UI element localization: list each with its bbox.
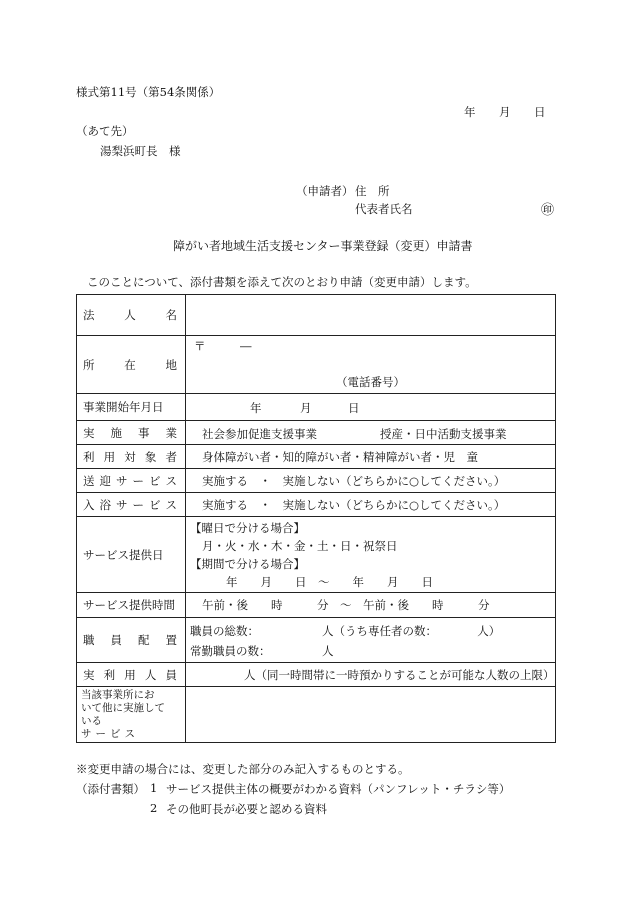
attachment-1-number: 1 xyxy=(150,781,158,795)
label-staff xyxy=(77,618,186,663)
label-char: ビ xyxy=(149,473,161,488)
postal-mark: 〒 ― xyxy=(194,339,252,353)
intro-text: このことについて、添付書類を添えて次のとおり申請（変更申請）します。 xyxy=(87,275,477,289)
capacity-text: 人（同一時間帯に一時預かりすることが可能な人数の上限） xyxy=(244,667,555,682)
row-service-hours xyxy=(77,593,556,618)
field-transport[interactable] xyxy=(186,469,556,493)
label-business xyxy=(77,421,186,445)
row-other-services xyxy=(77,687,556,743)
label-char: 名 xyxy=(165,308,177,322)
transport-options: 実施する ・ 実施しない（どちらかに○してください。） xyxy=(202,473,506,488)
label-corp-name xyxy=(77,295,186,336)
label-char: 用 xyxy=(103,449,116,464)
row-transport xyxy=(77,469,556,493)
staff-fulltime-label: 常勤職員の数： xyxy=(190,644,271,658)
row-bathing xyxy=(77,493,556,517)
label-char: 業 xyxy=(165,425,177,440)
label-transport xyxy=(77,469,186,493)
label-service-days: サービス提供日 xyxy=(77,517,186,593)
start-day: 日 xyxy=(348,401,360,415)
staff-total-label: 職員の総数： xyxy=(190,624,259,638)
row-business xyxy=(77,421,556,445)
label-target xyxy=(77,445,186,469)
label-bathing xyxy=(77,493,186,517)
field-staff[interactable] xyxy=(186,618,556,663)
label-start-date: 事業開始年月日 xyxy=(77,394,186,421)
staff-fulltime-unit: 人 xyxy=(322,644,334,658)
label-char: 実 xyxy=(83,667,95,682)
label-char: 人 xyxy=(144,667,157,682)
period-range: 年 月 日 ～ 年 月 日 xyxy=(226,574,433,589)
address-label: 住 所 xyxy=(355,184,390,198)
period-heading: 【期間で分ける場合】 xyxy=(190,556,305,571)
row-start-date xyxy=(77,394,556,421)
field-business[interactable] xyxy=(186,421,556,445)
label-char: 迎 xyxy=(99,473,111,488)
label-char: 浴 xyxy=(99,497,111,512)
document-title: 障がい者地域生活支援センター事業登録（変更）申請書 xyxy=(173,239,473,253)
label-other-services xyxy=(77,687,186,743)
label-char: 所 xyxy=(83,357,95,372)
row-target xyxy=(77,445,556,469)
attachment-2: その他町長が必要と認める資料 xyxy=(166,802,327,816)
label-char: ス xyxy=(165,473,177,488)
field-corp-name[interactable] xyxy=(186,295,556,336)
label-capacity xyxy=(77,663,186,687)
weekday-options: 月・火・水・木・金・土・日・祝祭日 xyxy=(202,538,398,553)
addressee-label: （あて先） xyxy=(76,124,134,138)
application-table xyxy=(76,294,556,743)
seal-mark: ㊞ xyxy=(541,203,555,218)
business-option-2: 授産・日中活動支援事業 xyxy=(380,427,507,441)
label-service-hours: サービス提供時間 xyxy=(77,593,186,618)
label-location xyxy=(77,336,186,394)
applicant-label: （申請者） xyxy=(296,184,354,198)
field-service-hours[interactable] xyxy=(186,593,556,618)
label-line: 当該事業所にお xyxy=(81,688,155,701)
note-change-request: ※変更申請の場合には、変更した部分のみ記入するものとする。 xyxy=(76,762,410,776)
row-capacity xyxy=(77,663,556,687)
row-staff xyxy=(77,618,556,663)
field-other-services[interactable] xyxy=(186,687,556,743)
label-char: ー xyxy=(132,497,144,512)
label-line: いる xyxy=(81,714,102,727)
label-char: 在 xyxy=(124,357,136,372)
attachments-label: （添付書類） xyxy=(76,782,145,796)
label-char: ビ xyxy=(149,497,161,512)
field-bathing[interactable] xyxy=(186,493,556,517)
label-line: いて他に実施して xyxy=(81,701,165,714)
attachment-2-number: 2 xyxy=(150,801,158,815)
field-start-date[interactable] xyxy=(186,394,556,421)
label-char: 実 xyxy=(83,425,95,440)
representative-label: 代表者氏名 xyxy=(355,202,413,216)
addressee: 湯梨浜町長 様 xyxy=(100,144,181,158)
label-char: 員 xyxy=(110,633,122,647)
start-year: 年 xyxy=(250,401,262,415)
target-options: 身体障がい者・知的障がい者・精神障がい者・児 童 xyxy=(202,449,478,464)
label-char: 法 xyxy=(83,308,95,322)
label-char: 者 xyxy=(165,449,177,464)
label-char: 利 xyxy=(83,449,95,464)
label-char: 地 xyxy=(165,357,177,372)
row-service-days xyxy=(77,517,556,593)
label-char: 事 xyxy=(138,425,150,440)
label-char: 象 xyxy=(144,449,157,464)
label-char: 対 xyxy=(124,449,136,464)
label-char: 配 xyxy=(138,633,150,647)
business-option-1: 社会参加促進支援事業 xyxy=(202,427,317,441)
field-capacity[interactable] xyxy=(186,663,556,687)
service-hours-range: 午前・後 時 分 ～ 午前・後 時 分 xyxy=(202,598,490,612)
field-target[interactable] xyxy=(186,445,556,469)
phone-label: （電話番号） xyxy=(336,375,405,389)
weekday-heading: 【曜日で分ける場合】 xyxy=(190,520,305,535)
label-char: ー xyxy=(132,473,144,488)
row-location xyxy=(77,336,556,394)
label-char: 置 xyxy=(165,633,177,647)
label-char: 施 xyxy=(110,425,122,440)
label-char: 利 xyxy=(103,667,116,682)
field-location[interactable] xyxy=(186,336,556,394)
label-char: 入 xyxy=(83,497,95,512)
label-char: 人 xyxy=(124,308,136,322)
label-char: 職 xyxy=(83,633,95,647)
staff-total-unit: 人（うち専任者の数： 人） xyxy=(322,624,501,638)
date-year: 年 xyxy=(464,105,476,119)
form-number: 様式第11号（第54条関係） xyxy=(76,85,221,99)
row-corp-name xyxy=(77,295,556,336)
label-char: 員 xyxy=(165,667,177,682)
label-line: サービス xyxy=(81,727,139,740)
label-char: 用 xyxy=(124,667,136,682)
bathing-options: 実施する ・ 実施しない（どちらかに○してください。） xyxy=(202,497,506,512)
date-month: 月 xyxy=(499,105,511,119)
label-char: サ xyxy=(116,473,128,488)
label-char: ス xyxy=(165,497,177,512)
attachment-1: サービス提供主体の概要がわかる資料（パンフレット・チラシ等） xyxy=(166,782,511,796)
field-service-days[interactable] xyxy=(186,517,556,593)
date-day: 日 xyxy=(534,105,546,119)
label-char: サ xyxy=(116,497,128,512)
start-month: 月 xyxy=(300,401,312,415)
label-char: 送 xyxy=(83,473,95,488)
